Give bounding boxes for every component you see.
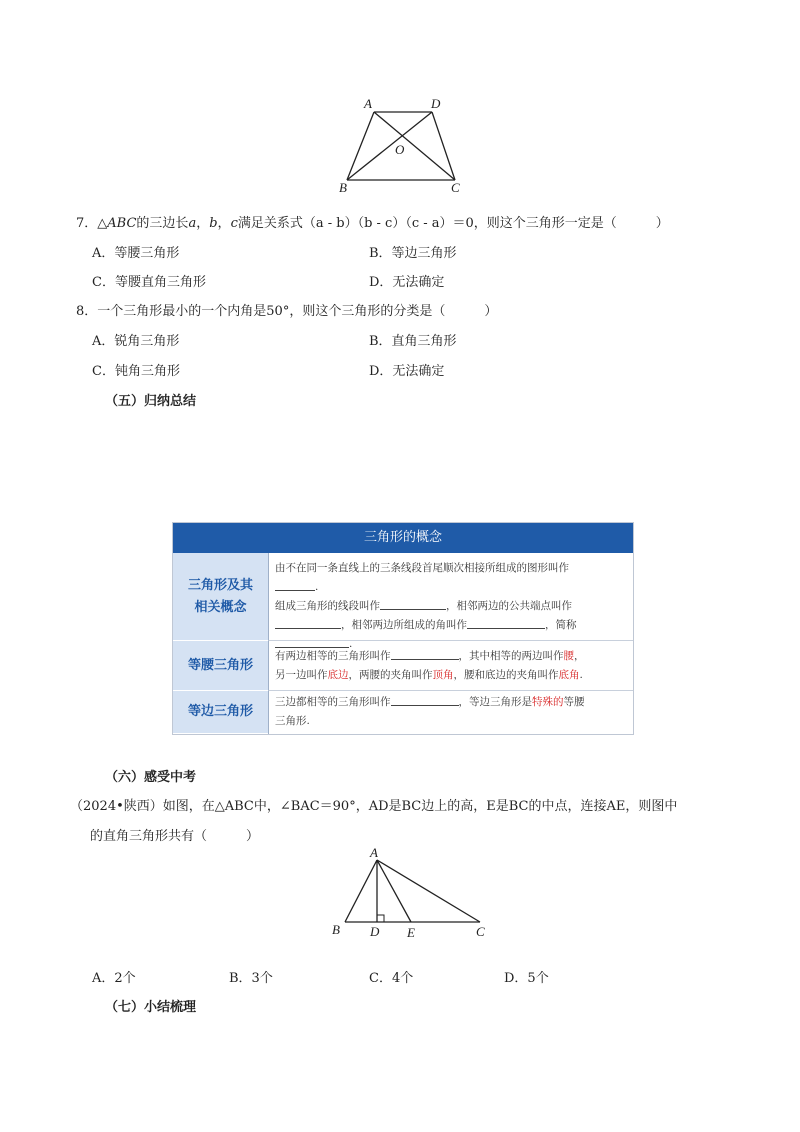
row-label-triangle — [173, 553, 268, 641]
question-7-text-end: 满足关系式（a - b）（b - c）（c - a）＝0，则这个三角形一定是（ ） — [237, 216, 669, 231]
cell-text: 另一边叫作 — [275, 669, 328, 681]
label-d: D — [431, 96, 441, 111]
highlight-text: 腰 — [563, 650, 574, 662]
cell-text: ，等边三角形是 — [458, 696, 532, 708]
cell-text: 由不在同一条直线上的三条线段首尾顺次相接所组成的图形叫作 — [275, 562, 569, 574]
q8-option-b: B．直角三角形 — [369, 334, 457, 349]
cell-text: . — [315, 581, 319, 593]
row-label-line1: 三角形及其 — [187, 577, 253, 593]
cell-text: 三角形. — [275, 715, 310, 727]
question-7-comma: ， — [196, 216, 210, 231]
cell-text: 有两边相等的三角形叫作 — [275, 650, 391, 662]
exam-option-d: D．5个 — [504, 971, 549, 986]
highlight-text: 特殊的 — [532, 696, 564, 708]
row-content-equilateral — [268, 691, 633, 734]
label-b: B — [339, 180, 347, 195]
question-7-abc: ABC — [107, 216, 137, 231]
fill-blank — [391, 693, 459, 706]
cell-text: ， — [574, 650, 585, 662]
cell-text: ，腰和底边的夹角叫作 — [453, 669, 559, 681]
row-label-line2: 相关概念 — [194, 599, 247, 615]
label-d: D — [370, 924, 380, 939]
question-7-number: 7． — [76, 216, 98, 231]
question-7-var-c: c — [230, 216, 238, 231]
table-title: 三角形的概念 — [173, 523, 633, 553]
fill-blank — [467, 616, 545, 629]
fill-blank — [380, 597, 446, 610]
section-5-heading: （五）归纳总结 — [105, 394, 197, 409]
question-7-triangle: △ — [97, 216, 108, 231]
question-7-var-a: a — [188, 216, 197, 231]
q7-option-c: C．等腰直角三角形 — [92, 275, 206, 290]
concept-table — [172, 522, 634, 735]
row-content-triangle — [268, 553, 633, 650]
right-triangle-figure — [325, 845, 500, 945]
trapezoid-figure — [330, 92, 480, 197]
exam-option-a: A．2个 — [92, 971, 136, 986]
q7-option-d: D．无法确定 — [369, 275, 445, 290]
highlight-text: 底边 — [327, 669, 349, 681]
question-7-comma: ， — [217, 216, 231, 231]
cell-text: 组成三角形的线段叫作 — [275, 600, 380, 612]
row-content-isosceles — [268, 641, 633, 691]
fill-blank — [275, 578, 315, 591]
cell-text: ，相邻两边所组成的角叫作 — [341, 619, 467, 631]
cell-text: ，相邻两边的公共端点叫作 — [446, 600, 572, 612]
question-7-var-b: b — [209, 216, 218, 231]
exam-option-b: B．3个 — [229, 971, 273, 986]
question-7-text: 的三边长 — [136, 216, 189, 231]
section-6-heading: （六）感受中考 — [105, 770, 197, 785]
row-label-equilateral: 等边三角形 — [173, 691, 268, 734]
q8-option-a: A．锐角三角形 — [92, 334, 180, 349]
exam-question-line1: （2024•陕西）如图，在△ABC中，∠BAC＝90°，AD是BC边上的高，E是BC的中点，连接AE，则图中 — [70, 799, 678, 814]
exam-question-line2: 的直角三角形共有（ ） — [90, 829, 260, 844]
label-e: E — [407, 925, 415, 940]
label-a: A — [370, 845, 378, 860]
exam-option-c: C．4个 — [369, 971, 414, 986]
cell-text: ，简称 — [545, 619, 577, 631]
cell-text: 等腰 — [563, 696, 585, 708]
highlight-text: 底角 — [558, 669, 580, 681]
section-7-heading: （七）小结梳理 — [105, 1000, 197, 1015]
label-o: O — [395, 142, 405, 157]
highlight-text: 顶角 — [432, 669, 454, 681]
row-label-isosceles: 等腰三角形 — [173, 641, 268, 691]
cell-text: 三边都相等的三角形叫作 — [275, 696, 391, 708]
cell-text: . — [349, 638, 353, 650]
cell-text: ，其中相等的两边叫作 — [458, 650, 564, 662]
q7-option-a: A．等腰三角形 — [92, 246, 180, 261]
question-7 — [76, 212, 669, 231]
label-c: C — [451, 180, 460, 195]
label-b: B — [332, 922, 340, 937]
cell-text: ，两腰的夹角叫作 — [348, 669, 433, 681]
label-c: C — [476, 924, 485, 939]
q7-option-b: B．等边三角形 — [369, 246, 457, 261]
fill-blank — [275, 616, 341, 629]
q8-option-c: C．钝角三角形 — [92, 364, 180, 379]
label-a: A — [364, 96, 372, 111]
cell-text: . — [579, 669, 583, 681]
fill-blank — [391, 647, 459, 660]
question-8: 8．一个三角形最小的一个内角是50°，则这个三角形的分类是（ ） — [76, 304, 498, 319]
q8-option-d: D．无法确定 — [369, 364, 445, 379]
